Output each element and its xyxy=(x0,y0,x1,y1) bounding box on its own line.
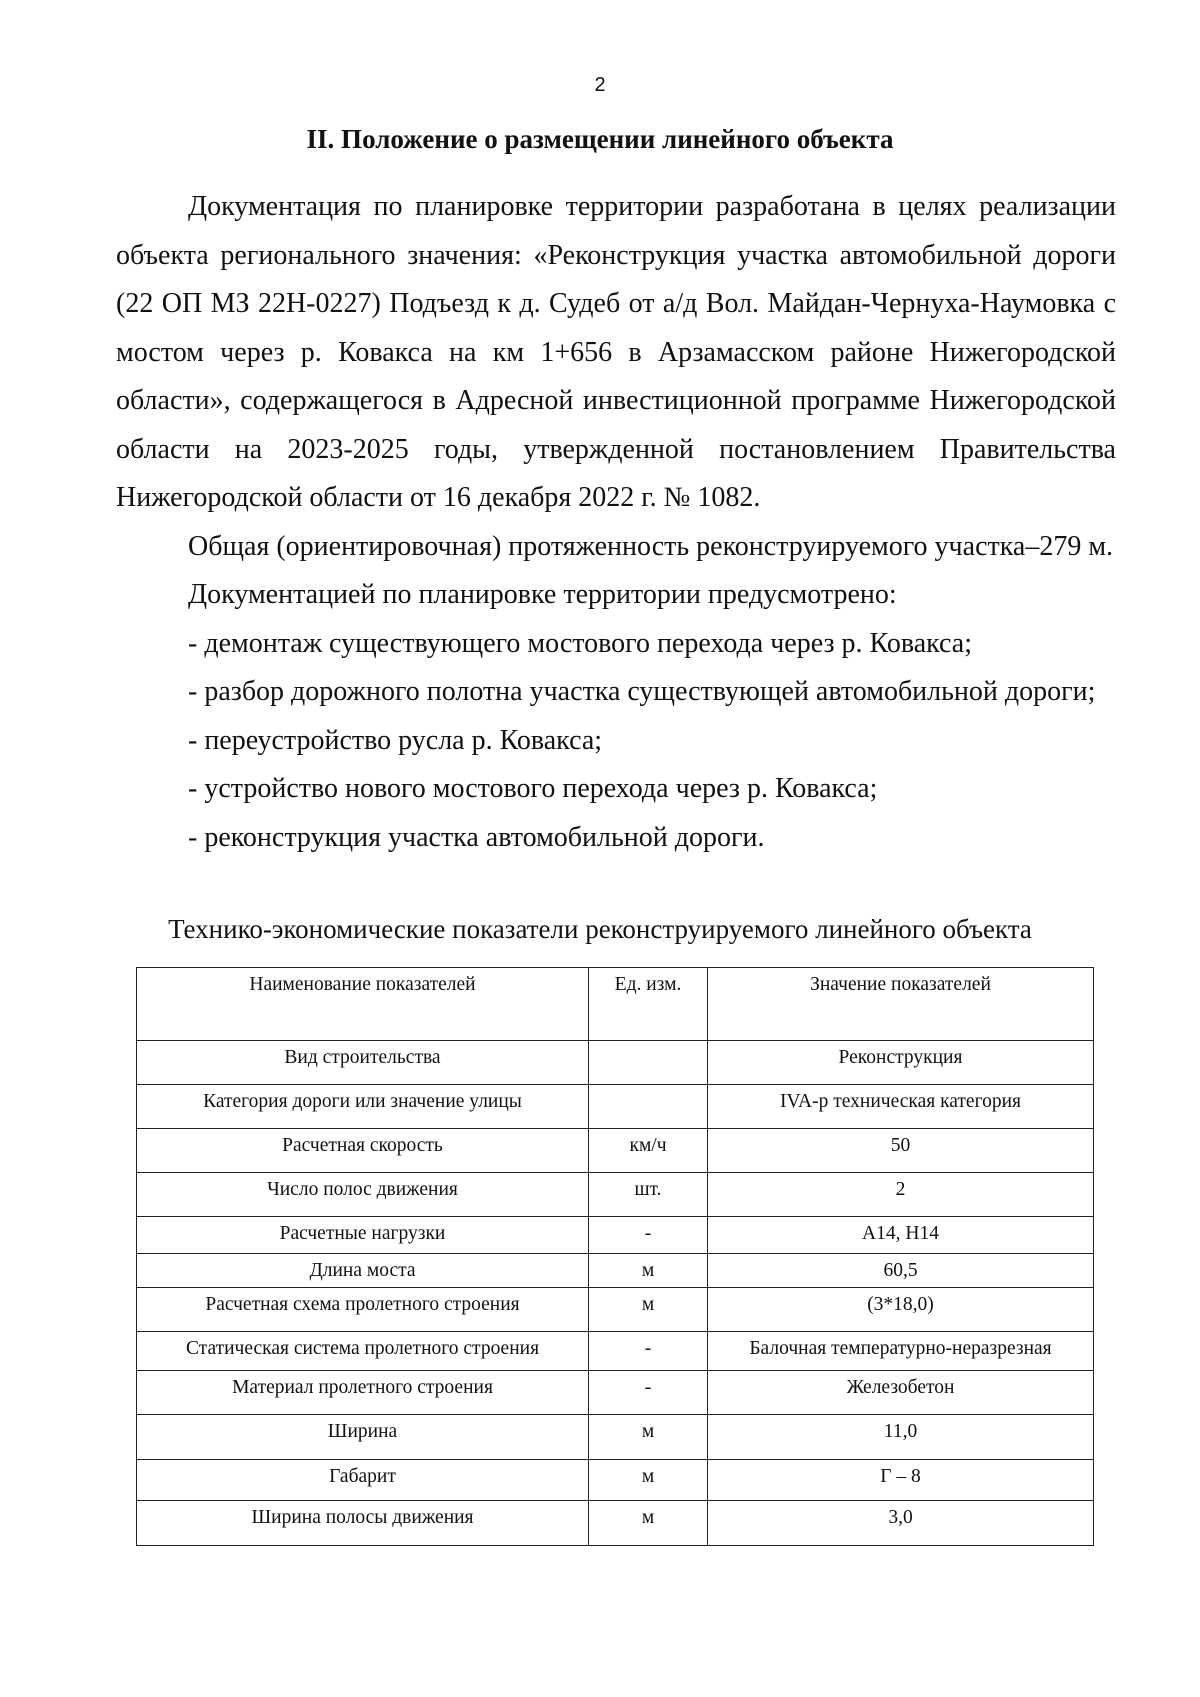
cell-indicator-name: Число полос движения xyxy=(137,1173,589,1217)
cell-value: 3,0 xyxy=(708,1501,1094,1546)
cell-unit: м xyxy=(589,1501,708,1546)
table-row xyxy=(137,1288,1094,1332)
header-indicator-name: Наименование показателей xyxy=(137,968,589,1041)
cell-value: 60,5 xyxy=(708,1254,1094,1288)
cell-unit: км/ч xyxy=(589,1129,708,1173)
indicators-table xyxy=(136,967,1094,1546)
cell-indicator-name: Габарит xyxy=(137,1460,589,1501)
section-heading: II. Положение о размещении линейного объекта xyxy=(306,124,894,154)
list-item: - реконструкция участка автомобильной дороги. xyxy=(188,821,765,853)
table-row xyxy=(137,1041,1094,1085)
cell-unit: м xyxy=(589,1415,708,1460)
cell-indicator-name: Материал пролетного строения xyxy=(137,1371,589,1415)
cell-value: Железобетон xyxy=(708,1371,1094,1415)
cell-unit: м xyxy=(589,1254,708,1288)
list-item: - демонтаж существующего мостового перехода через р. Ковакса; xyxy=(188,627,972,659)
cell-value: (3*18,0) xyxy=(708,1288,1094,1332)
cell-indicator-name: Расчетная скорость xyxy=(137,1129,589,1173)
table-row xyxy=(137,1371,1094,1415)
paragraph-purpose: Документация по планировке территории разработана в целях реализации объекта регионального значения: «Реконструкция участка автомобильной дороги (22 ОП МЗ 22Н-0227) Подъезд к д. Судеб от а/д Вол. Майдан-Чернуха-Наумовка с мостом через р. Ковакса на км 1+656 в Арзамасском районе Нижегородской области», содержащегося в Адресной инвестиционной программе Нижегородской области на 2023-2025 годы, утвержденной постановлением Правительства Нижегородской области от 16 декабря 2022 г. № 1082. xyxy=(116,191,1116,513)
cell-unit: - xyxy=(589,1217,708,1254)
cell-indicator-name: Категория дороги или значение улицы xyxy=(137,1085,589,1129)
cell-value: 50 xyxy=(708,1129,1094,1173)
cell-value: 11,0 xyxy=(708,1415,1094,1460)
cell-indicator-name: Ширина полосы движения xyxy=(137,1501,589,1546)
cell-value: Реконструкция xyxy=(708,1041,1094,1085)
cell-unit: - xyxy=(589,1371,708,1415)
list-item: - разбор дорожного полотна участка существующей автомобильной дороги; xyxy=(188,676,1096,707)
table-header-row xyxy=(137,968,1094,1041)
cell-unit xyxy=(589,1085,708,1129)
cell-value: Балочная температурно-неразрезная xyxy=(708,1332,1094,1371)
table-row xyxy=(137,1254,1094,1288)
cell-value: А14, Н14 xyxy=(708,1217,1094,1254)
table-row xyxy=(137,1501,1094,1546)
table-row xyxy=(137,1129,1094,1173)
cell-unit xyxy=(589,1041,708,1085)
table-row xyxy=(137,1173,1094,1217)
cell-unit: м xyxy=(589,1288,708,1332)
cell-indicator-name: Расчетные нагрузки xyxy=(137,1217,589,1254)
table-caption: Технико-экономические показатели реконструируемого линейного объекта xyxy=(168,914,1032,944)
cell-value: Г – 8 xyxy=(708,1460,1094,1501)
header-unit: Ед. изм. xyxy=(589,968,708,1041)
cell-unit: м xyxy=(589,1460,708,1501)
page-number: 2 xyxy=(594,74,606,96)
table-row xyxy=(137,1217,1094,1254)
body-text xyxy=(116,183,1116,862)
header-value: Значение показателей xyxy=(708,968,1094,1041)
table-row xyxy=(137,1415,1094,1460)
cell-indicator-name: Вид строительства xyxy=(137,1041,589,1085)
table-row xyxy=(137,1332,1094,1371)
cell-value: 2 xyxy=(708,1173,1094,1217)
cell-indicator-name: Статическая система пролетного строения xyxy=(137,1332,589,1371)
paragraph-length: Общая (ориентировочная) протяженность реконструируемого участка–279 м. xyxy=(188,530,1114,562)
paragraph-scope: Документацией по планировке территории предусмотрено: xyxy=(188,579,897,610)
cell-unit: шт. xyxy=(589,1173,708,1217)
table-row xyxy=(137,1085,1094,1129)
cell-unit: - xyxy=(589,1332,708,1371)
cell-indicator-name: Расчетная схема пролетного строения xyxy=(137,1288,589,1332)
list-item: - устройство нового мостового перехода через р. Ковакса; xyxy=(188,773,878,804)
list-item: - переустройство русла р. Ковакса; xyxy=(188,724,603,756)
table-row xyxy=(137,1460,1094,1501)
cell-indicator-name: Ширина xyxy=(137,1415,589,1460)
cell-indicator-name: Длина моста xyxy=(137,1254,589,1288)
cell-value: IVA-р техническая категория xyxy=(708,1085,1094,1129)
